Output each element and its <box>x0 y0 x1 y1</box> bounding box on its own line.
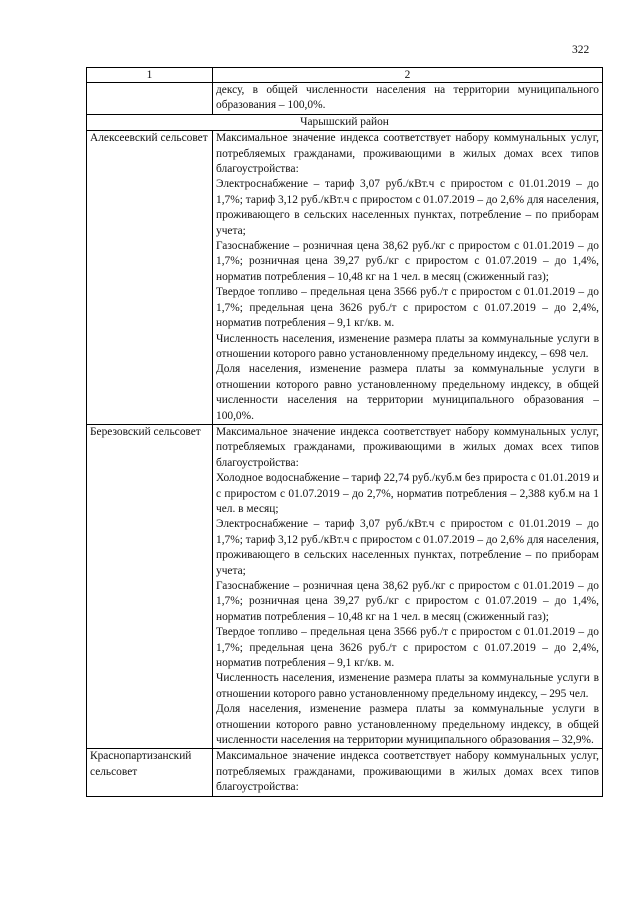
paragraph: Максимальное значение индекса соответствует набору коммунальных услуг, потребляемых гражданами, проживающими в жилых домах всех типов благоустройства: <box>216 750 599 794</box>
table-row <box>87 131 603 425</box>
paragraph: Твердое топливо – предельная цена 3566 руб./т с приростом с 01.01.2019 – до 1,7%; предельная цена 3626 руб./т с приростом с 01.07.2019 – до 2,4%, норматив потребления – 9,1 кг/кв. м. <box>216 286 599 330</box>
paragraph: Численность населения, изменение размера платы за коммунальные услуги в отношении которого равно установленному предельному индексу, – 698 чел. <box>216 332 599 360</box>
page-number: 322 <box>572 44 590 56</box>
continuation-row <box>87 83 603 115</box>
continuation-name-cell <box>87 83 213 115</box>
municipality-description <box>213 749 603 796</box>
paragraph: Холодное водоснабжение – тариф 22,74 руб./куб.м без прироста с 01.01.2019 и с приростом с 01.07.2019 – до 2,7%, норматив потребления – 2,388 куб.м на 1 чел. в месяц; <box>216 472 599 515</box>
header-col-2: 2 <box>213 68 603 83</box>
paragraph: Максимальное значение индекса соответствует набору коммунальных услуг, потребляемых гражданами, проживающими в жилых домах всех типов благоустройства: <box>216 425 599 469</box>
paragraph: Электроснабжение – тариф 3,07 руб./кВт.ч с приростом с 01.01.2019 – до 1,7%; тариф 3,12 руб./кВт.ч с приростом с 01.07.2019 – до 2,6% для населения, проживающего в сельских населенных пунктах, потребление – по приборам учета; <box>216 178 599 237</box>
paragraph: Численность населения, изменение размера платы за коммунальные услуги в отношении которого равно установленному предельному индексу, – 295 чел. <box>216 672 599 700</box>
municipality-description <box>213 424 603 749</box>
index-table <box>86 67 603 797</box>
municipality-name: Березовский сельсовет <box>87 424 213 749</box>
district-row <box>87 114 603 130</box>
paragraph: Электроснабжение – тариф 3,07 руб./кВт.ч с приростом с 01.01.2019 – до 1,7%; тариф 3,12 руб./кВт.ч с приростом с 01.07.2019 – до 2,6% для населения, проживающего в сельских населенных пунктах, потребление – по приборам учета; <box>216 518 599 577</box>
paragraph: Доля населения, изменение размера платы за коммунальные услуги в отношении которого равно установленному предельному индексу, в общей численности населения на территории муниципального образования – 100,0%. <box>216 363 599 422</box>
table-header-row <box>87 68 603 83</box>
paragraph: Твердое топливо – предельная цена 3566 руб./т с приростом с 01.01.2019 – до 1,7%; предельная цена 3626 руб./т с приростом с 01.07.2019 – до 2,4%, норматив потребления – 9,1 кг/кв. м. <box>216 626 599 670</box>
continuation-text: дексу, в общей численности населения на территории муниципального образования – 100,0%. <box>213 83 603 115</box>
table-row <box>87 749 603 796</box>
municipality-name: Алексеевский сельсовет <box>87 131 213 425</box>
table-row <box>87 424 603 749</box>
municipality-name: Краснопартизанский сельсовет <box>87 749 213 796</box>
district-title: Чарышский район <box>87 114 603 130</box>
paragraph: Доля населения, изменение размера платы за коммунальные услуги в отношении которого равно установленному предельному индексу, в общей численности населения на территории муниципального образования – 32,9%. <box>216 703 599 747</box>
paragraph: Максимальное значение индекса соответствует набору коммунальных услуг, потребляемых гражданами, проживающими в жилых домах всех типов благоустройства: <box>216 132 599 176</box>
paragraph: Газоснабжение – розничная цена 38,62 руб./кг с приростом с 01.01.2019 – до 1,7%; розничная цена 39,27 руб./кг с приростом с 01.07.2019 – до 1,4%, норматив потребления – 10,48 кг на 1 чел. в месяц (сжиженный газ); <box>216 240 599 283</box>
paragraph: Газоснабжение – розничная цена 38,62 руб./кг с приростом с 01.01.2019 – до 1,7%; розничная цена 39,27 руб./кг с приростом с 01.07.2019 – до 1,4%, норматив потребления – 10,48 кг на 1 чел. в месяц (сжиженный газ); <box>216 580 599 623</box>
municipality-description <box>213 131 603 425</box>
header-col-1: 1 <box>87 68 213 83</box>
